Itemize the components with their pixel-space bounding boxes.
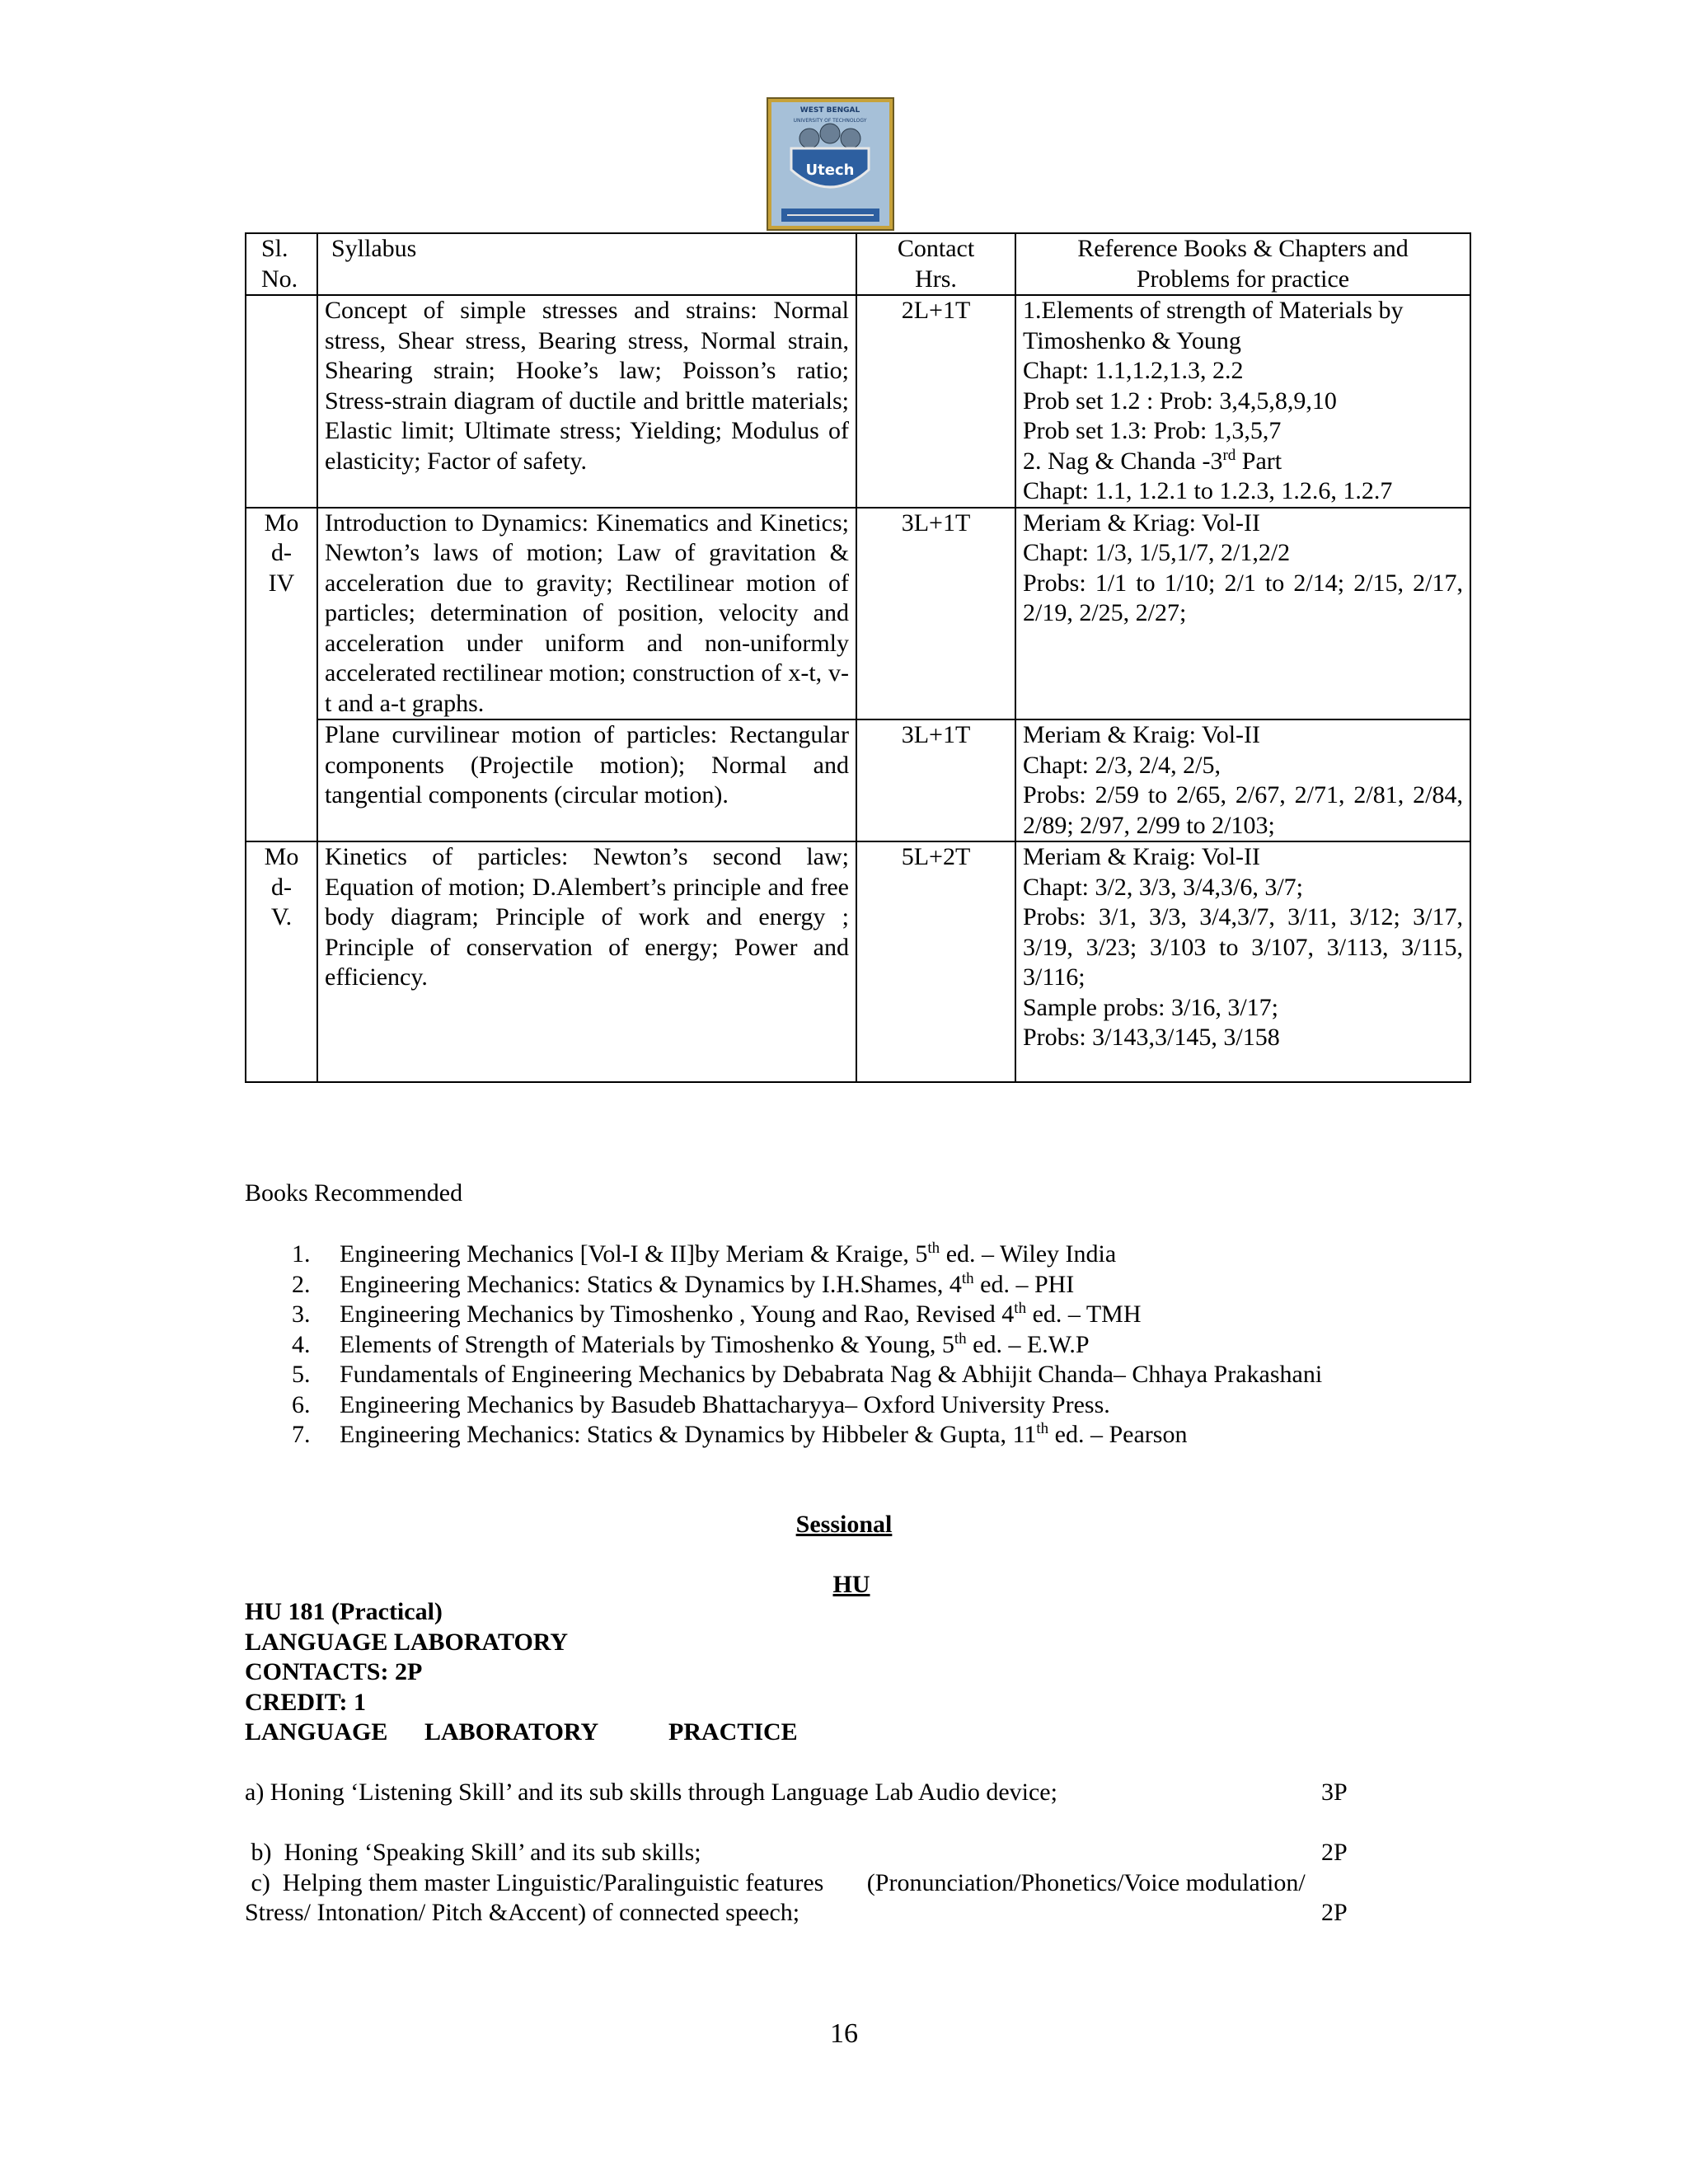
module-label-cell: Mo d- V. — [246, 841, 317, 1082]
practice-item-c-points: 2P — [1321, 1899, 1348, 1926]
logo-badge-text: Utech — [805, 162, 855, 179]
book-item: 7. Engineering Mechanics: Statics & Dynamics by Hibbeler & Gupta, 11th ed. – Pearson — [292, 1420, 1188, 1448]
syllabus-table — [245, 232, 1471, 1083]
course-name: LANGUAGE LABORATORY — [245, 1628, 569, 1656]
book-item: 2. Engineering Mechanics: Statics & Dynamics by I.H.Shames, 4th ed. – PHI — [292, 1269, 1075, 1298]
practice-item-c-line1: c) Helping them master Linguistic/Paralinguistic features (Pronunciation/Phonetics/Voice modulation/ — [245, 1869, 1306, 1896]
table-row — [246, 508, 1470, 720]
hu-heading: HU — [832, 1571, 870, 1598]
books-recommended-title: Books Recommended — [245, 1179, 463, 1207]
sessional-heading: Sessional — [795, 1511, 893, 1538]
sl-cell — [246, 295, 317, 508]
course-code: HU 181 (Practical) — [245, 1598, 443, 1625]
course-credit: CREDIT: 1 — [245, 1688, 366, 1716]
practice-item-b-points: 2P — [1321, 1839, 1348, 1866]
syllabus-cell: Kinetics of particles: Newton’s second law; Equation of motion; D.Alembert’s principle and free body diagram; Principle of work and energy ; Principle of conservation of energy; Power and efficiency. — [317, 841, 856, 1082]
table-header-row — [246, 233, 1470, 295]
books-list — [280, 1240, 1418, 1451]
table-row — [246, 841, 1470, 1082]
table-row — [246, 295, 1470, 508]
practice-item-a-points: 3P — [1321, 1779, 1348, 1806]
reference-cell: Meriam & Kriag: Vol-II Chapt: 1/3, 1/5,1/7, 2/1,2/2 Probs: 1/1 to 1/10; 2/1 to 2/14; 2/15, 2/17, 2/19, 2/25, 2/27; — [1015, 508, 1470, 720]
header-contact-hrs: Contact Hrs. — [856, 233, 1015, 295]
practice-heading: LANGUAGE LABORATORY PRACTICE — [245, 1718, 798, 1746]
syllabus-cell: Introduction to Dynamics: Kinematics and Kinetics; Newton’s laws of motion; Law of gravitation & acceleration due to gravity; Rectilinear motion of particles; determination of position, velocity and acceleration under uniform and non-uniformly accelerated rectilinear motion; construction of x-t, v-t and a-t graphs. — [317, 508, 856, 720]
course-contacts: CONTACTS: 2P — [245, 1658, 423, 1685]
university-logo — [767, 97, 894, 231]
page-number: 16 — [830, 2018, 858, 2049]
book-item: 5. Fundamentals of Engineering Mechanics by Debabrata Nag & Abhijit Chanda– Chhaya Prakashani — [292, 1361, 1323, 1388]
reference-cell: Meriam & Kraig: Vol-II Chapt: 2/3, 2/4, 2/5, Probs: 2/59 to 2/65, 2/67, 2/71, 2/81, 2/84, 2/89; 2/97, 2/99 to 2/103; — [1015, 719, 1470, 841]
reference-cell: 1.Elements of strength of Materials by Timoshenko & Young Chapt: 1.1,1.2,1.3, 2.2 Prob set 1.2 : Prob: 3,4,5,8,9,10 Prob set 1.3: Prob: 1,3,5,7 2. Nag & Chanda -3rd Part Chapt: 1.1, 1.2.1 to 1.2.3, 1.2.6, 1.2.7 — [1015, 295, 1470, 508]
logo-top-text: WEST BENGAL — [799, 106, 860, 115]
header-syllabus: Syllabus — [317, 233, 856, 295]
reference-cell: Meriam & Kraig: Vol-II Chapt: 3/2, 3/3, 3/4,3/6, 3/7; Probs: 3/1, 3/3, 3/4,3/7, 3/11, 3/12; 3/17, 3/19, 3/23; 3/103 to 3/107, 3/113, 3/115, 3/116; Sample probs: 3/16, 3/17; Probs: 3/143,3/145, 3/158 — [1015, 841, 1470, 1082]
contact-cell: 3L+1T — [856, 508, 1015, 720]
book-item: 3. Engineering Mechanics by Timoshenko , Young and Rao, Revised 4th ed. – TMH — [292, 1300, 1142, 1328]
header-sl-no: Sl. No. — [246, 233, 317, 295]
book-item: 4. Elements of Strength of Materials by Timoshenko & Young, 5th ed. – E.W.P — [292, 1329, 1090, 1358]
practice-item-a: a) Honing ‘Listening Skill’ and its sub skills through Language Lab Audio device; — [245, 1779, 1057, 1806]
practice-item-c-line2: Stress/ Intonation/ Pitch &Accent) of connected speech; — [245, 1899, 800, 1926]
table-row — [246, 719, 1470, 841]
syllabus-cell: Concept of simple stresses and strains: Normal stress, Shear stress, Bearing stress, Normal strain, Shearing strain; Hooke’s law; Poisson’s ratio; Stress-strain diagram of ductile and brittle materials; Elastic limit; Ultimate stress; Yielding; Modulus of elasticity; Factor of safety. — [317, 295, 856, 508]
header-reference: Reference Books & Chapters and Problems for practice — [1015, 233, 1470, 295]
syllabus-cell: Plane curvilinear motion of particles: Rectangular components (Projectile motion); Normal and tangential components (circular motion). — [317, 719, 856, 841]
contact-cell: 2L+1T — [856, 295, 1015, 508]
logo-sub-text: UNIVERSITY OF TECHNOLOGY — [793, 118, 867, 124]
book-item: 6. Engineering Mechanics by Basudeb Bhattacharyya– Oxford University Press. — [292, 1390, 1110, 1418]
contact-cell: 3L+1T — [856, 719, 1015, 841]
book-item: 1. Engineering Mechanics [Vol-I & II]by Meriam & Kraige, 5th ed. – Wiley India — [292, 1240, 1117, 1268]
course-info — [245, 1597, 798, 1748]
practice-item-b: b) Honing ‘Speaking Skill’ and its sub skills; — [245, 1839, 701, 1866]
contact-cell: 5L+2T — [856, 841, 1015, 1082]
module-label-cell: Mo d- IV — [246, 508, 317, 842]
